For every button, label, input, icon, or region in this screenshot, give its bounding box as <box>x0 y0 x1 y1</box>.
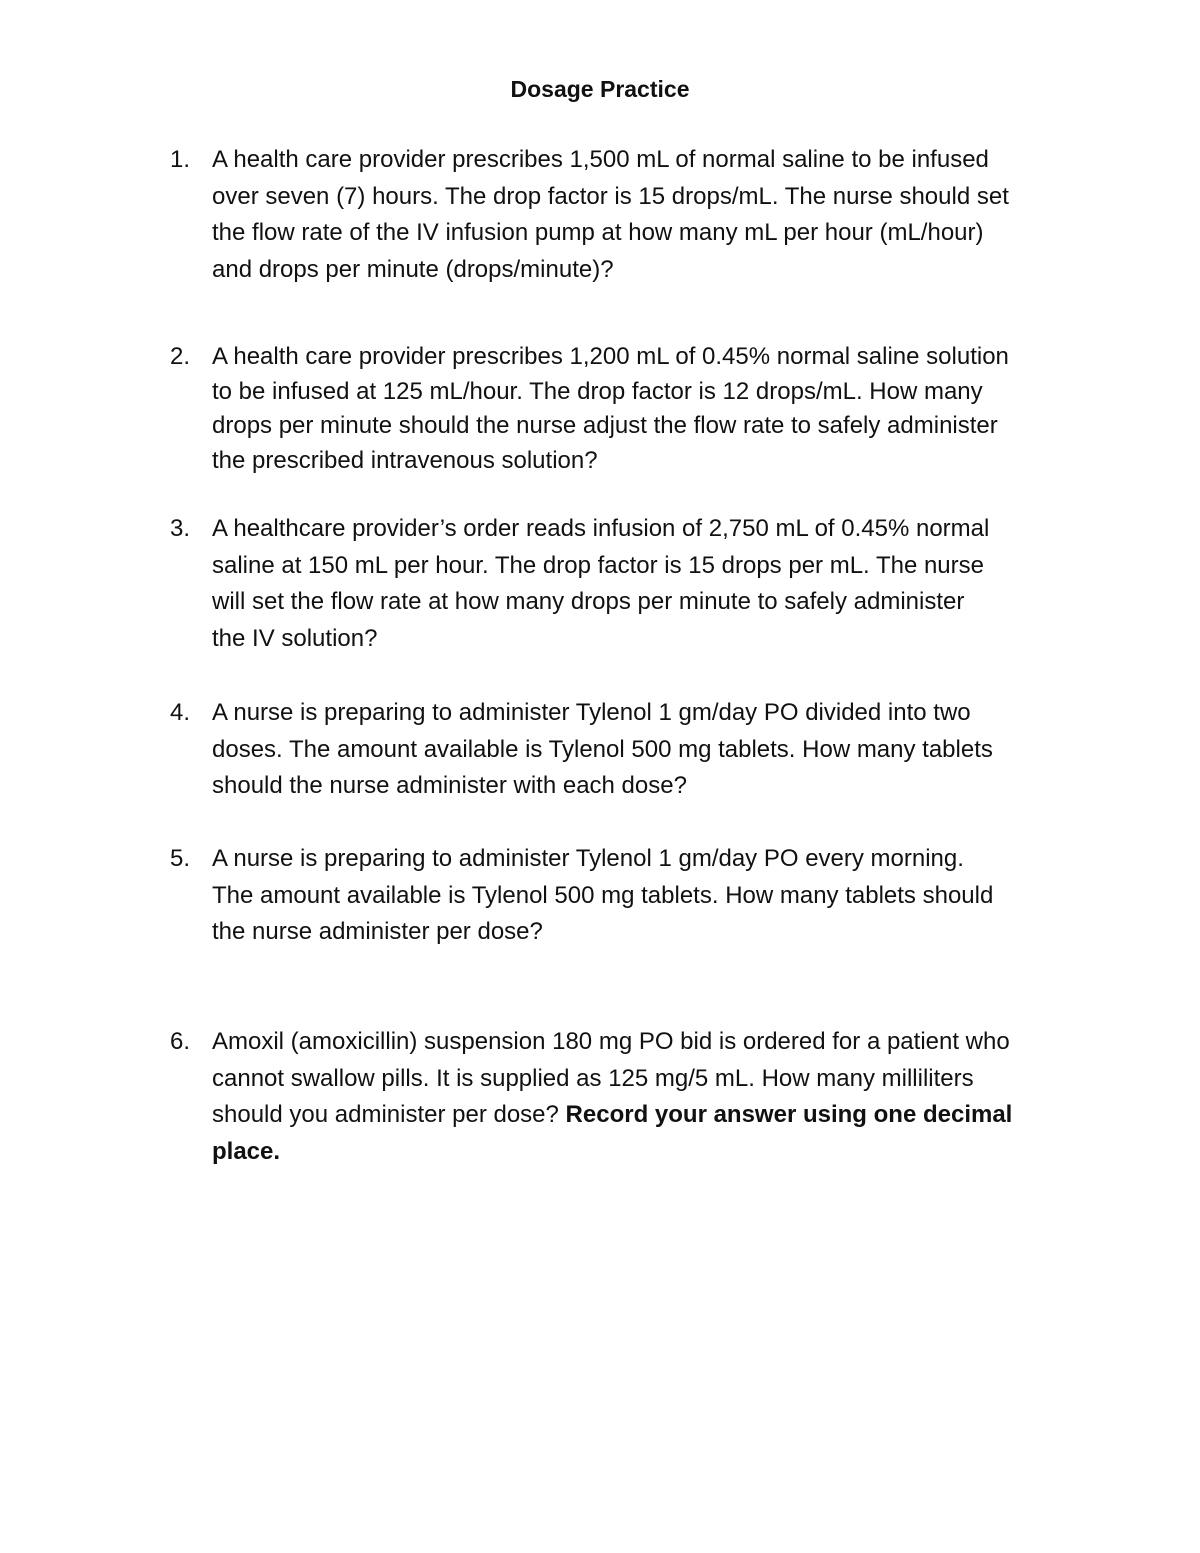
question-number: 2. <box>170 343 191 370</box>
question-line: doses. The amount available is Tylenol 500 mg tablets. How many tablets <box>212 735 993 763</box>
question-number: 4. <box>170 699 191 726</box>
question-line-regular: should you administer per dose? <box>212 1101 566 1128</box>
question-line: A health care provider prescribes 1,200 mL of 0.45% normal saline solution <box>212 343 1009 370</box>
question-number: 1. <box>170 146 191 173</box>
question-line: cannot swallow pills. It is supplied as 125 mg/5 mL. How many milliliters <box>212 1064 974 1092</box>
question-text <box>212 142 1070 288</box>
question-line: A health care provider prescribes 1,500 mL of normal saline to be infused <box>212 146 989 173</box>
question-line: should the nurse administer with each dose? <box>212 772 687 799</box>
question-text <box>212 511 1070 657</box>
question-number: 3. <box>170 515 191 542</box>
question-line: A healthcare provider’s order reads infusion of 2,750 mL of 0.45% normal <box>212 515 990 542</box>
question-text <box>212 1024 1070 1170</box>
question-line: saline at 150 mL per hour. The drop factor is 15 drops per mL. The nurse <box>212 551 984 579</box>
question-line: drops per minute should the nurse adjust the flow rate to safely administer <box>212 412 998 439</box>
question-text <box>212 841 1070 951</box>
question-number: 5. <box>170 845 191 872</box>
question-line: The amount available is Tylenol 500 mg tablets. How many tablets should <box>212 881 994 909</box>
question-line: over seven (7) hours. The drop factor is 15 drops/mL. The nurse should set <box>212 182 1009 210</box>
question-line: A nurse is preparing to administer Tylenol 1 gm/day PO divided into two <box>212 699 971 726</box>
question-line: A nurse is preparing to administer Tylenol 1 gm/day PO every morning. <box>212 845 964 872</box>
question-text <box>212 695 1070 805</box>
question-line: the IV solution? <box>212 624 378 652</box>
question-line: will set the flow rate at how many drops per minute to safely administer <box>212 588 965 615</box>
question-line: Amoxil (amoxicillin) suspension 180 mg PO bid is ordered for a patient who <box>212 1028 1010 1055</box>
question-line: the nurse administer per dose? <box>212 918 543 945</box>
question-line: and drops per minute (drops/minute)? <box>212 255 614 283</box>
question-line <box>212 1097 1070 1134</box>
question-number: 6. <box>170 1028 191 1055</box>
question-text <box>212 340 1070 478</box>
page-title: Dosage Practice <box>510 76 690 102</box>
question-line: the flow rate of the IV infusion pump at how many mL per hour (mL/hour) <box>212 219 984 246</box>
answer-instruction-bold-continued: place. <box>212 1137 281 1165</box>
answer-instruction-bold: Record your answer using one decimal <box>565 1101 1013 1128</box>
question-line: to be infused at 125 mL/hour. The drop factor is 12 drops/mL. How many <box>212 377 983 405</box>
question-line: the prescribed intravenous solution? <box>212 446 598 474</box>
